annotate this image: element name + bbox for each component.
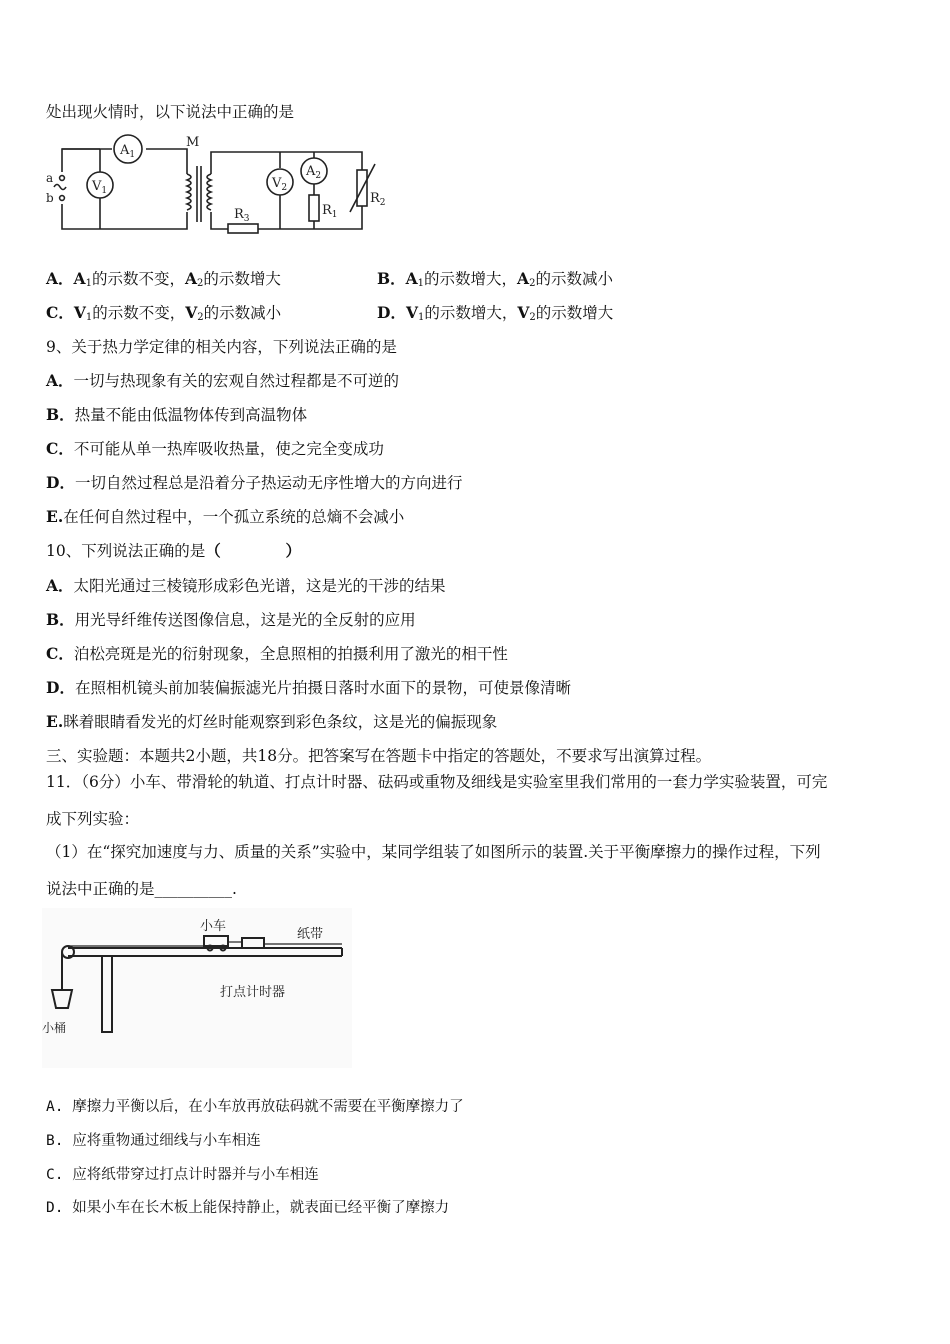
svg-text:R1: $R_1$ <box>322 203 338 220</box>
svg-text:R2: $R_2$ <box>370 191 386 208</box>
svg-text:打点计时器: 打点计时器 <box>220 985 286 1000</box>
q11-option-b: B. 应将重物通过细线与小车相连 <box>46 1133 261 1149</box>
svg-text:R3: $R_3$ <box>234 207 250 224</box>
transformer-circuit-diagram <box>42 132 402 242</box>
svg-text:A2: $A_2$ <box>306 164 322 181</box>
q10-stem: 10、下列说法正确的是（ ） <box>46 541 301 560</box>
q9-option-b: B．热量不能由低温物体传到高温物体 <box>46 405 308 424</box>
q11-option-d: D. 如果小车在长木板上能保持静止，就表面已经平衡了摩擦力 <box>46 1200 450 1216</box>
q11-stem-line2: 成下列实验： <box>46 810 140 828</box>
svg-text:A1: $A_1$ <box>120 143 136 160</box>
q9-stem: 9、关于热力学定律的相关内容，下列说法正确的是 <box>46 338 397 356</box>
q11-option-a: A. 摩擦力平衡以后，在小车放再放砝码就不需要在平衡摩擦力了 <box>46 1099 464 1115</box>
q11-option-c: C. 应将纸带穿过打点计时器并与小车相连 <box>46 1167 319 1183</box>
svg-text:V2: $V_2$ <box>272 176 288 193</box>
q8-option-c: C．$V_1$的示数不变，$V_2$的示数减小 <box>46 303 282 323</box>
q8-option-d: D．$V_1$的示数增大，$V_2$的示数增大 <box>377 303 614 323</box>
svg-text:b: b <box>46 191 54 205</box>
q8-option-a: A．$A_1$的示数不变，$A_2$的示数增大 <box>46 269 281 289</box>
q8-option-b: B．$A_1$的示数增大，$A_2$的示数减小 <box>377 269 613 289</box>
svg-text:小车: 小车 <box>200 919 227 934</box>
q11-stem-line1: 11．（6分）小车、带滑轮的轨道、打点计时器、砝码或重物及细线是实验室里我们常用的一套力学实验装置，可完 <box>46 773 828 791</box>
q9-option-e: E.在任何自然过程中，一个孤立系统的总熵不会减小 <box>46 507 405 526</box>
q10-option-b: B．用光导纤维传送图像信息，这是光的全反射的应用 <box>46 610 416 629</box>
svg-text:M: M <box>186 135 200 150</box>
cart-track-apparatus-figure <box>42 908 352 1068</box>
q9-option-c: C．不可能从单一热库吸收热量，使之完全变成功 <box>46 439 384 458</box>
svg-text:小桶: 小桶 <box>42 1021 67 1035</box>
svg-text:纸带: 纸带 <box>297 927 324 942</box>
svg-text:a: a <box>46 171 54 185</box>
q10-option-a: A．太阳光通过三棱镜形成彩色光谱，这是光的干涉的结果 <box>46 576 446 595</box>
section3-heading: 三、实验题：本题共2小题，共18分。把答案写在答题卡中指定的答题处，不要求写出演算过程。 <box>46 747 712 765</box>
q9-option-a: A．一切与热现象有关的宏观自然过程都是不可逆的 <box>46 371 400 390</box>
q10-option-e: E.眯着眼睛看发光的灯丝时能观察到彩色条纹，这是光的偏振现象 <box>46 712 498 731</box>
q10-option-c: C．泊松亮斑是光的衍射现象，全息照相的拍摄利用了激光的相干性 <box>46 644 508 663</box>
q11-sub1-line1: （1）在“探究加速度与力、质量的关系”实验中，某同学组装了如图所示的装置.关于平衡摩擦力的操作过程，下列 <box>46 843 821 861</box>
q10-option-d: D．在照相机镜头前加装偏振滤光片拍摄日落时水面下的景物，可使景像清晰 <box>46 678 571 697</box>
q9-option-d: D．一切自然过程总是沿着分子热运动无序性增大的方向进行 <box>46 473 463 492</box>
q8-stem: 处出现火情时，以下说法中正确的是 <box>46 103 295 121</box>
q11-sub1-line2: 说法中正确的是__________. <box>46 880 237 898</box>
svg-text:V1: $V_1$ <box>92 179 108 196</box>
